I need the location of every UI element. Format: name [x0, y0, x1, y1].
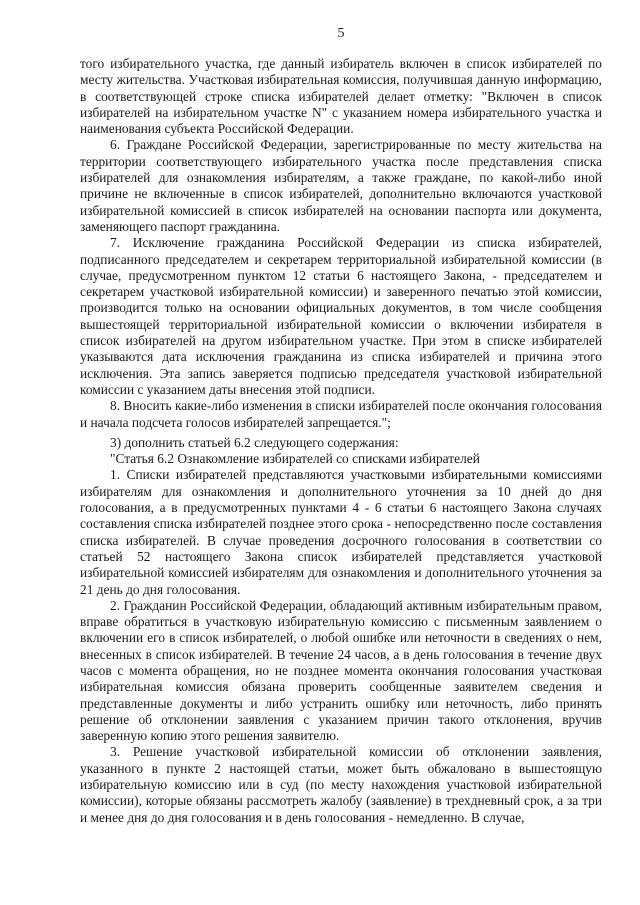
- amendment-intro: 3) дополнить статьей 6.2 следующего содержания:: [110, 434, 399, 450]
- article-paragraph-3: 3. Решение участковой избирательной комиссии об отклонении заявления, указанного в пункте 2 настоящей статьи, может быть обжаловано в вышестоящую избирательную комиссию или в суд (по месту нахождения участковой избирательной комиссии), которые обязаны рассмотреть жалобу (заявление) в трехдневный срок, а за три и менее дня до дня голосования и в день голосования - немедленно. В случае,: [80, 744, 602, 825]
- article-heading: "Статья 6.2 Ознакомление избирателей со списками избирателей: [110, 451, 480, 467]
- page-number: 5: [337, 26, 345, 41]
- article-paragraph-2: 2. Гражданин Российской Федерации, обладающий активным избирательным правом, вправе обратиться в участковую избирательную комиссию с письменным заявлением о включении его в список избирателей, о любой ошибке или неточности в сведениях о нем, внесенных в список избирателей. В течение 24 часов, а в день голосования в течение двух часов с момента обращения, но не позднее момента окончания голосования участковая избирательная комиссия обязана проверить сообщенные заявителем сведения и представленные документы и либо устранить ошибку или неточность, либо принять решение об отклонении заявления с указанием причин такого отклонения, вручив заверенную копию этого решения заявителю.: [80, 597, 602, 744]
- paragraph-continuation: того избирательного участка, где данный избиратель включен в список избирателей по месту жительства. Участковая избирательная комиссия, получившая данную информацию, в соответствующей строке списка избирателей делает отметку: "Включен в список избирателей на избирательном участке N" с указанием номера избирательного участка и наименования субъекта Российской Федерации.: [80, 56, 602, 137]
- paragraph-item-6: 6. Граждане Российской Федерации, зарегистрированные по месту жительства на территории соответствующего избирательного участка после представления списка избирателей для ознакомления избирателям, а также граждане, по какой-либо иной причине не включенные в список избирателей, дополнительно включаются участковой избирательной комиссией в список избирателей на основании паспорта или документа, заменяющего паспорт гражданина.: [80, 137, 602, 234]
- paragraph-item-8: 8. Вносить какие-либо изменения в списки избирателей после окончания голосования и начала подсчета голосов избирателей запрещается.";: [80, 398, 602, 430]
- document-body: [80, 56, 602, 826]
- article-paragraph-1: 1. Списки избирателей представляются участковыми избирательными комиссиями избирателям для ознакомления и дополнительного уточнения за 10 дней до дня голосования, а в предусмотренных пунктами 4 - 6 статьи 6 настоящего Закона случаях составления списка избирателей позднее этого срока - непосредственно после составления списка избирателей. В случае проведения досрочного голосования в соответствии со статьей 52 настоящего Закона список избирателей представляется участковой избирательной комиссией избирателям для ознакомления и дополнительного уточнения за 21 день до дня голосования.: [80, 467, 602, 597]
- paragraph-item-7: 7. Исключение гражданина Российской Федерации из списка избирателей, подписанного председателем и секретарем территориальной избирательной комиссии (в случае, предусмотренном пунктом 12 статьи 6 настоящего Закона, - председателем и секретарем участковой избирательной комиссии) и заверенного печатью этой комиссии, производится только на основании официальных документов, в том числе сообщения вышестоящей территориальной избирательной комиссии о включении избирателя в список избирателей на другом избирательном участке. При этом в списке избирателей указываются дата исключения гражданина из списка избирателей и причина этого исключения. Эта запись заверяется подписью председателя участковой избирательной комиссии с указанием даты внесения этой подписи.: [80, 235, 602, 397]
